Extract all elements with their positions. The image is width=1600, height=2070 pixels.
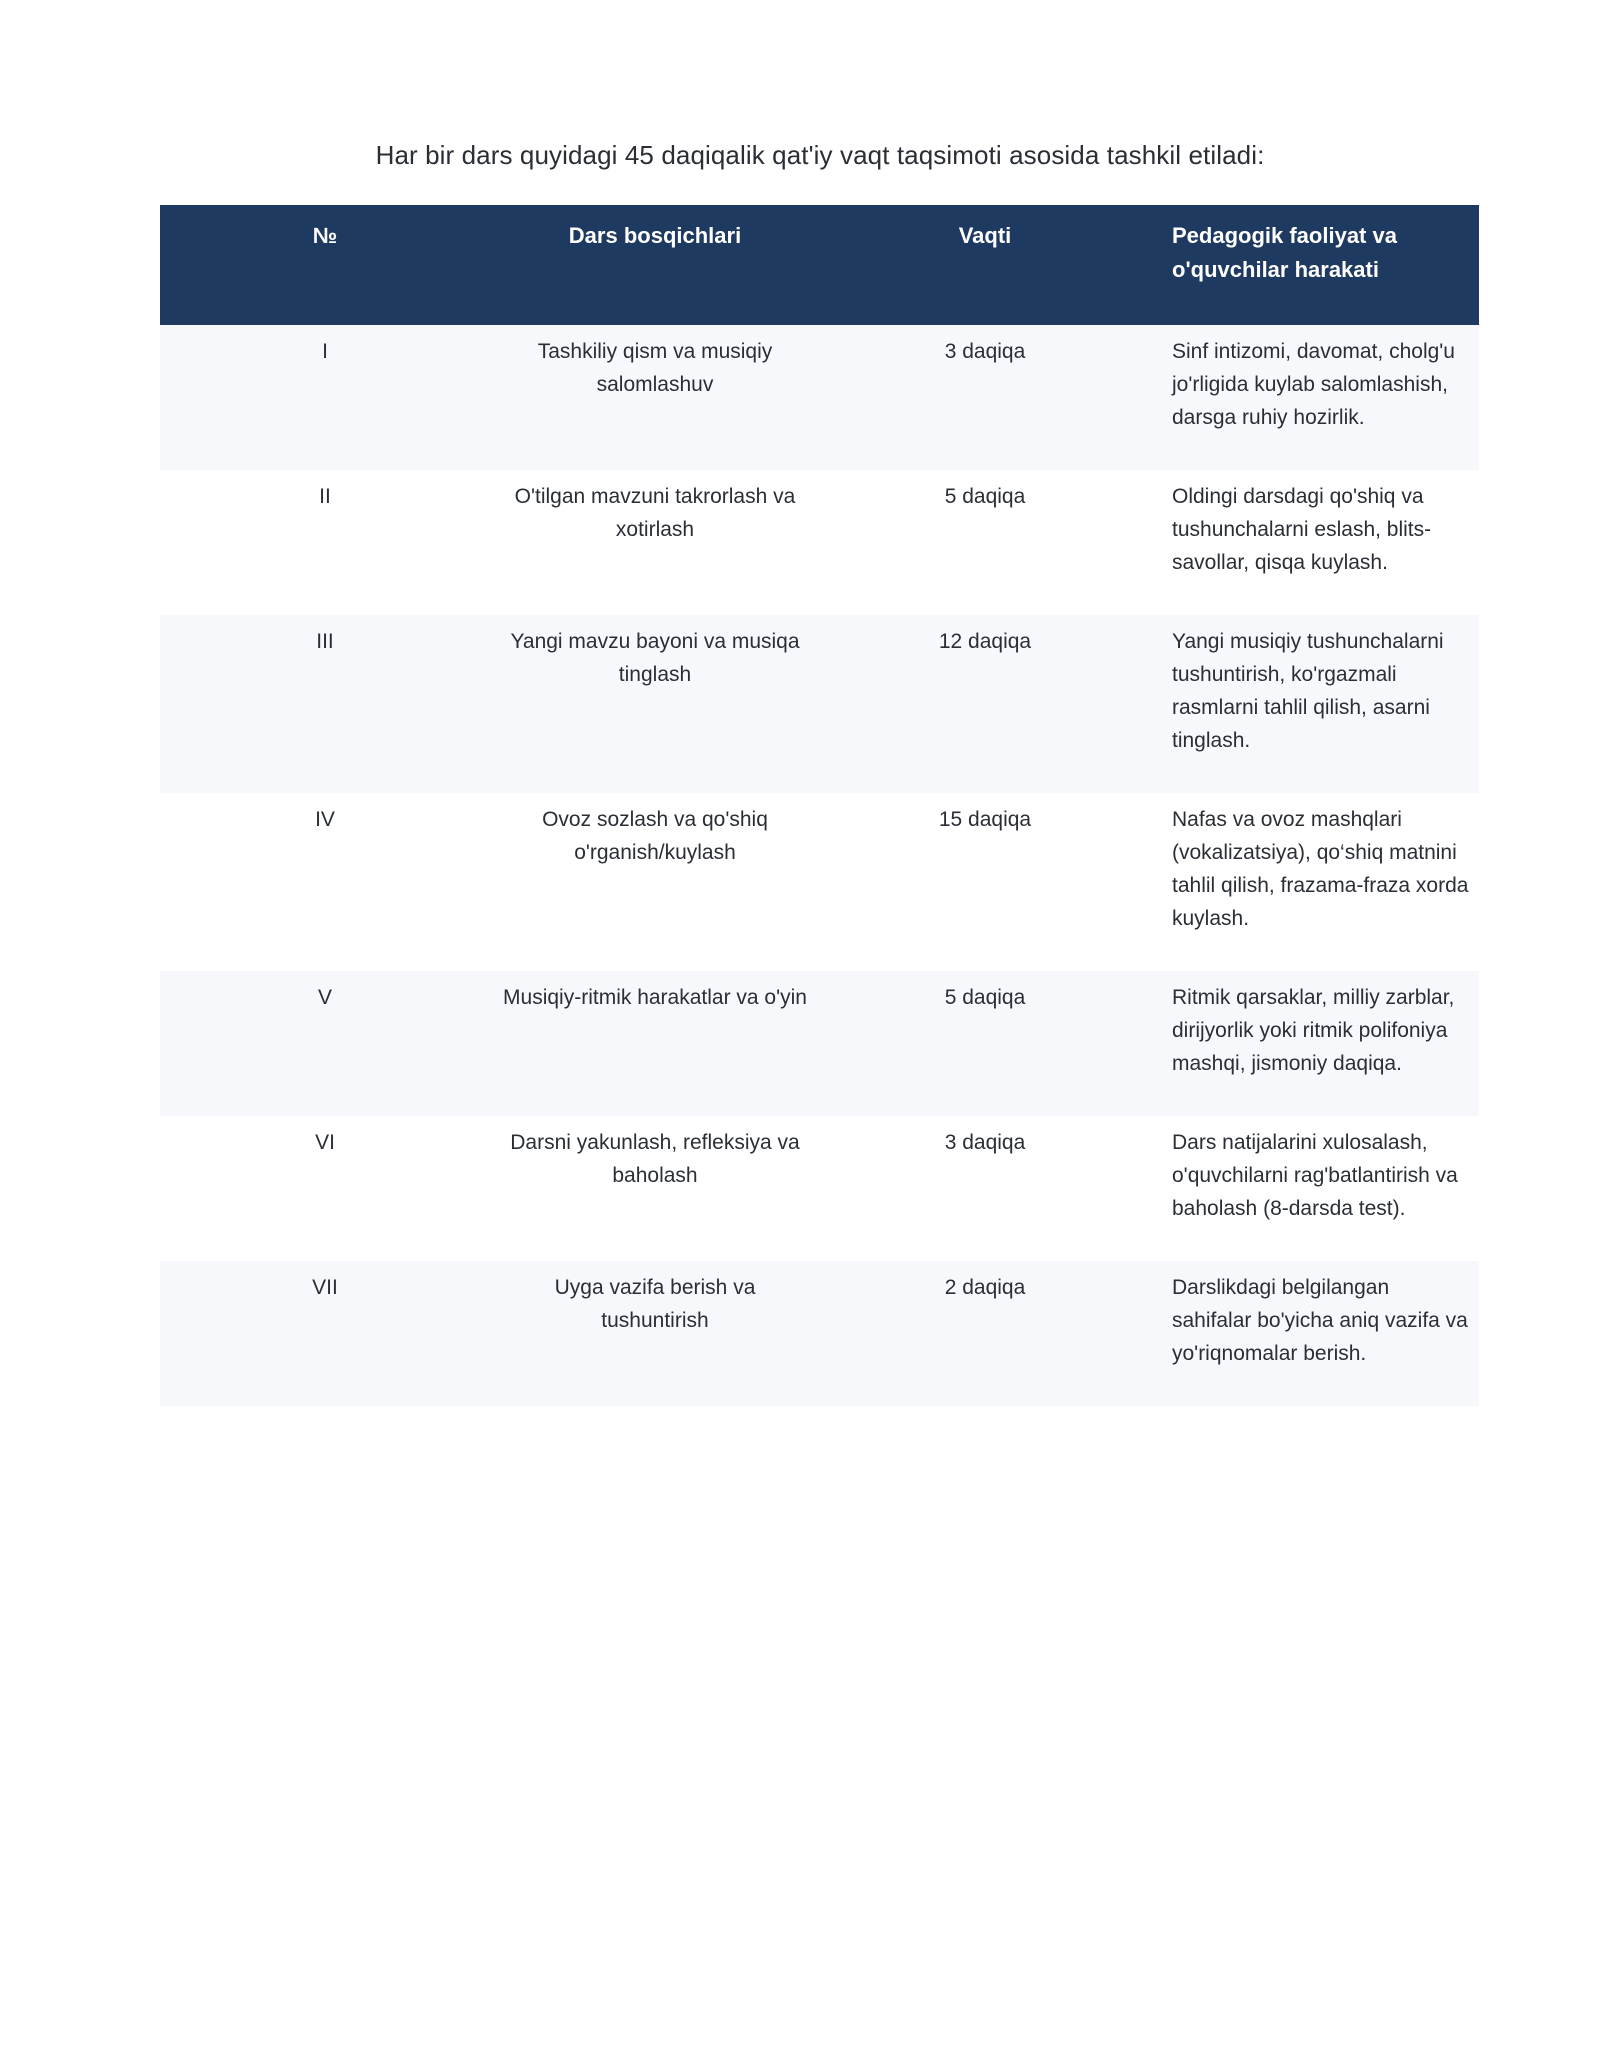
- row-time: 3 daqiqa: [820, 325, 1150, 470]
- row-activity: Oldingi darsdagi qo'shiq va tushunchalarni eslash, blits-savollar, qisqa kuylash.: [1150, 470, 1479, 615]
- row-activity: Yangi musiqiy tushunchalarni tushuntirish, ko'rgazmali rasmlarni tahlil qilish, asarni tinglash.: [1150, 615, 1479, 793]
- table-row: [160, 470, 1479, 615]
- row-stage: Darsni yakunlash, refleksiya va baholash: [490, 1116, 820, 1261]
- row-stage: Yangi mavzu bayoni va musiqa tinglash: [490, 615, 820, 793]
- intro-text: Har bir dars quyidagi 45 daqiqalik qat'iy vaqt taqsimoti asosida tashkil etiladi:: [375, 140, 1265, 170]
- table-row: [160, 325, 1479, 470]
- row-number: II: [160, 470, 490, 615]
- row-number: V: [160, 971, 490, 1116]
- header-stages: Dars bosqichlari: [490, 205, 820, 325]
- row-number: III: [160, 615, 490, 793]
- row-stage: O'tilgan mavzuni takrorlash va xotirlash: [490, 470, 820, 615]
- row-number: I: [160, 325, 490, 470]
- table-row: [160, 1261, 1479, 1406]
- row-number: VI: [160, 1116, 490, 1261]
- lesson-schedule-table: [160, 205, 1479, 1406]
- row-time: 5 daqiqa: [820, 470, 1150, 615]
- table-row: [160, 971, 1479, 1116]
- row-stage: Tashkiliy qism va musiqiy salomlashuv: [490, 325, 820, 470]
- row-time: 15 daqiqa: [820, 793, 1150, 971]
- header-time: Vaqti: [820, 205, 1150, 325]
- row-activity: Darslikdagi belgilangan sahifalar bo'yicha aniq vazifa va yo'riqnomalar berish.: [1150, 1261, 1479, 1406]
- row-stage: Uyga vazifa berish va tushuntirish: [490, 1261, 820, 1406]
- row-activity: Ritmik qarsaklar, milliy zarblar, dirijyorlik yoki ritmik polifoniya mashqi, jismoniy daqiqa.: [1150, 971, 1479, 1116]
- row-number: VII: [160, 1261, 490, 1406]
- table-row: [160, 615, 1479, 793]
- row-activity: Sinf intizomi, davomat, cholg'u jo'rligida kuylab salomlashish, darsga ruhiy hozirlik.: [1150, 325, 1479, 470]
- row-stage: Musiqiy-ritmik harakatlar va o'yin: [490, 971, 820, 1116]
- row-time: 5 daqiqa: [820, 971, 1150, 1116]
- table-row: [160, 1116, 1479, 1261]
- row-time: 12 daqiqa: [820, 615, 1150, 793]
- table-row: [160, 793, 1479, 971]
- row-activity: Dars natijalarini xulosalash, o'quvchilarni rag'batlantirish va baholash (8-darsda test).: [1150, 1116, 1479, 1261]
- header-number: №: [160, 205, 490, 325]
- row-number: IV: [160, 793, 490, 971]
- row-stage: Ovoz sozlash va qo'shiq o'rganish/kuylash: [490, 793, 820, 971]
- row-activity: Nafas va ovoz mashqlari (vokalizatsiya), qo‘shiq matnini tahlil qilish, frazama-fraza xorda kuylash.: [1150, 793, 1479, 971]
- row-time: 3 daqiqa: [820, 1116, 1150, 1261]
- row-time: 2 daqiqa: [820, 1261, 1150, 1406]
- table-header-row: [160, 205, 1479, 325]
- header-activity: Pedagogik faoliyat va o'quvchilar harakati: [1150, 205, 1479, 325]
